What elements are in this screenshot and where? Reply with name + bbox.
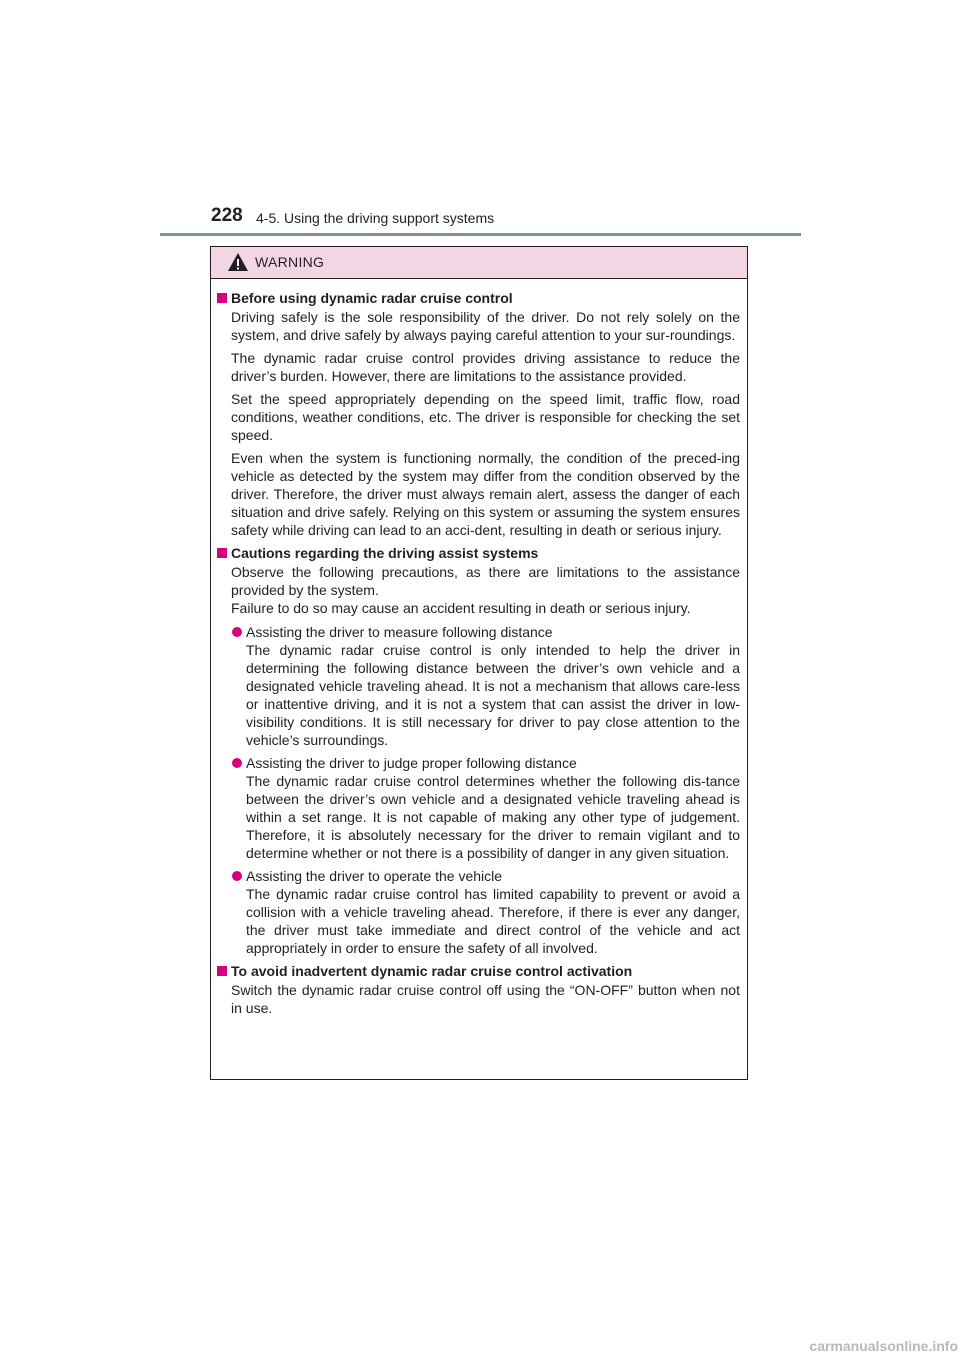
warning-body	[211, 279, 747, 1017]
section-heading-text: Cautions regarding the driving assist systems	[231, 545, 539, 561]
bullet-title: Assisting the driver to operate the vehicle	[246, 868, 503, 884]
warning-box	[210, 246, 748, 1080]
list-item	[231, 623, 740, 749]
paragraph: Driving safely is the sole responsibility of the driver. Do not rely solely on the system, and drive safely by always paying careful attention to your sur-roundings.	[231, 309, 740, 343]
bullet-title: Assisting the driver to judge proper following distance	[246, 755, 577, 771]
square-bullet-icon	[217, 293, 227, 303]
section-title: 4-5. Using the driving support systems	[256, 210, 495, 226]
paragraph: The dynamic radar cruise control provides driving assistance to reduce the driver’s burden. However, there are limitations to the assistance provided.	[231, 350, 740, 384]
section-heading-text: To avoid inadvertent dynamic radar cruise control activation	[231, 963, 633, 979]
round-bullet-icon	[232, 871, 242, 881]
header-rule	[160, 233, 801, 236]
section-heading	[216, 289, 740, 307]
paragraph: Even when the system is functioning normally, the condition of the preced-ing vehicle as detected by the system may differ from the condition observed by the driver. Therefore, the driver must always remain alert, assess the danger of each situation and drive safely. Relying on this system or assuming the system ensures safety while driving can lead to an acci-dent, resulting in death or serious injury.	[231, 450, 740, 538]
round-bullet-icon	[232, 627, 242, 637]
paragraph: Failure to do so may cause an accident resulting in death or serious injury.	[231, 600, 691, 616]
square-bullet-icon	[217, 966, 227, 976]
section-heading	[216, 544, 740, 562]
warning-section	[216, 544, 740, 957]
bullet-title: Assisting the driver to measure following distance	[246, 624, 553, 640]
paragraph: Switch the dynamic radar cruise control off using the “ON-OFF” button when not in use.	[231, 982, 740, 1016]
round-bullet-icon	[232, 758, 242, 768]
warning-header	[211, 247, 747, 279]
section-heading-text: Before using dynamic radar cruise control	[231, 290, 513, 306]
bullet-text: The dynamic radar cruise control determines whether the following dis-tance between the driver’s own vehicle and a designated vehicle traveling ahead is within a set range. It is not capable of making any other type of judgement. Therefore, it is absolutely necessary for the driver to remain vigilant and to determine whether or not there is a possibility of danger in any given situation.	[246, 773, 740, 861]
bullet-text: The dynamic radar cruise control is only intended to help the driver in determining the following distance between the driver’s own vehicle and a designated vehicle traveling ahead. It is not a mechanism that allows care-less or inattentive driving, and it is not a system that can assist the driver in low-visibility conditions. It is still necessary for driver to pay close attention to the vehicle’s surroundings.	[246, 642, 740, 748]
list-item	[231, 867, 740, 957]
warning-triangle-icon	[227, 252, 249, 272]
warning-title: WARNING	[255, 254, 325, 270]
warning-section	[216, 289, 740, 539]
square-bullet-icon	[217, 548, 227, 558]
footer-watermark: carmanualsonline.info	[809, 1338, 958, 1354]
bullet-text: The dynamic radar cruise control has limited capability to prevent or avoid a collision with a vehicle traveling ahead. Therefore, if there is ever any danger, the driver must take immediate and direct control of the vehicle and act appropriately in order to ensure the safety of all involved.	[246, 886, 740, 956]
page-number: 228	[211, 205, 243, 226]
list-item	[231, 754, 740, 862]
paragraph: Observe the following precautions, as there are limitations to the assistance provided by the system.	[231, 564, 740, 598]
section-heading	[216, 962, 740, 980]
paragraph: Set the speed appropriately depending on the speed limit, traffic flow, road conditions, weather conditions, etc. The driver is responsible for checking the set speed.	[231, 391, 740, 443]
warning-section	[216, 962, 740, 1017]
bullet-list	[216, 623, 740, 957]
